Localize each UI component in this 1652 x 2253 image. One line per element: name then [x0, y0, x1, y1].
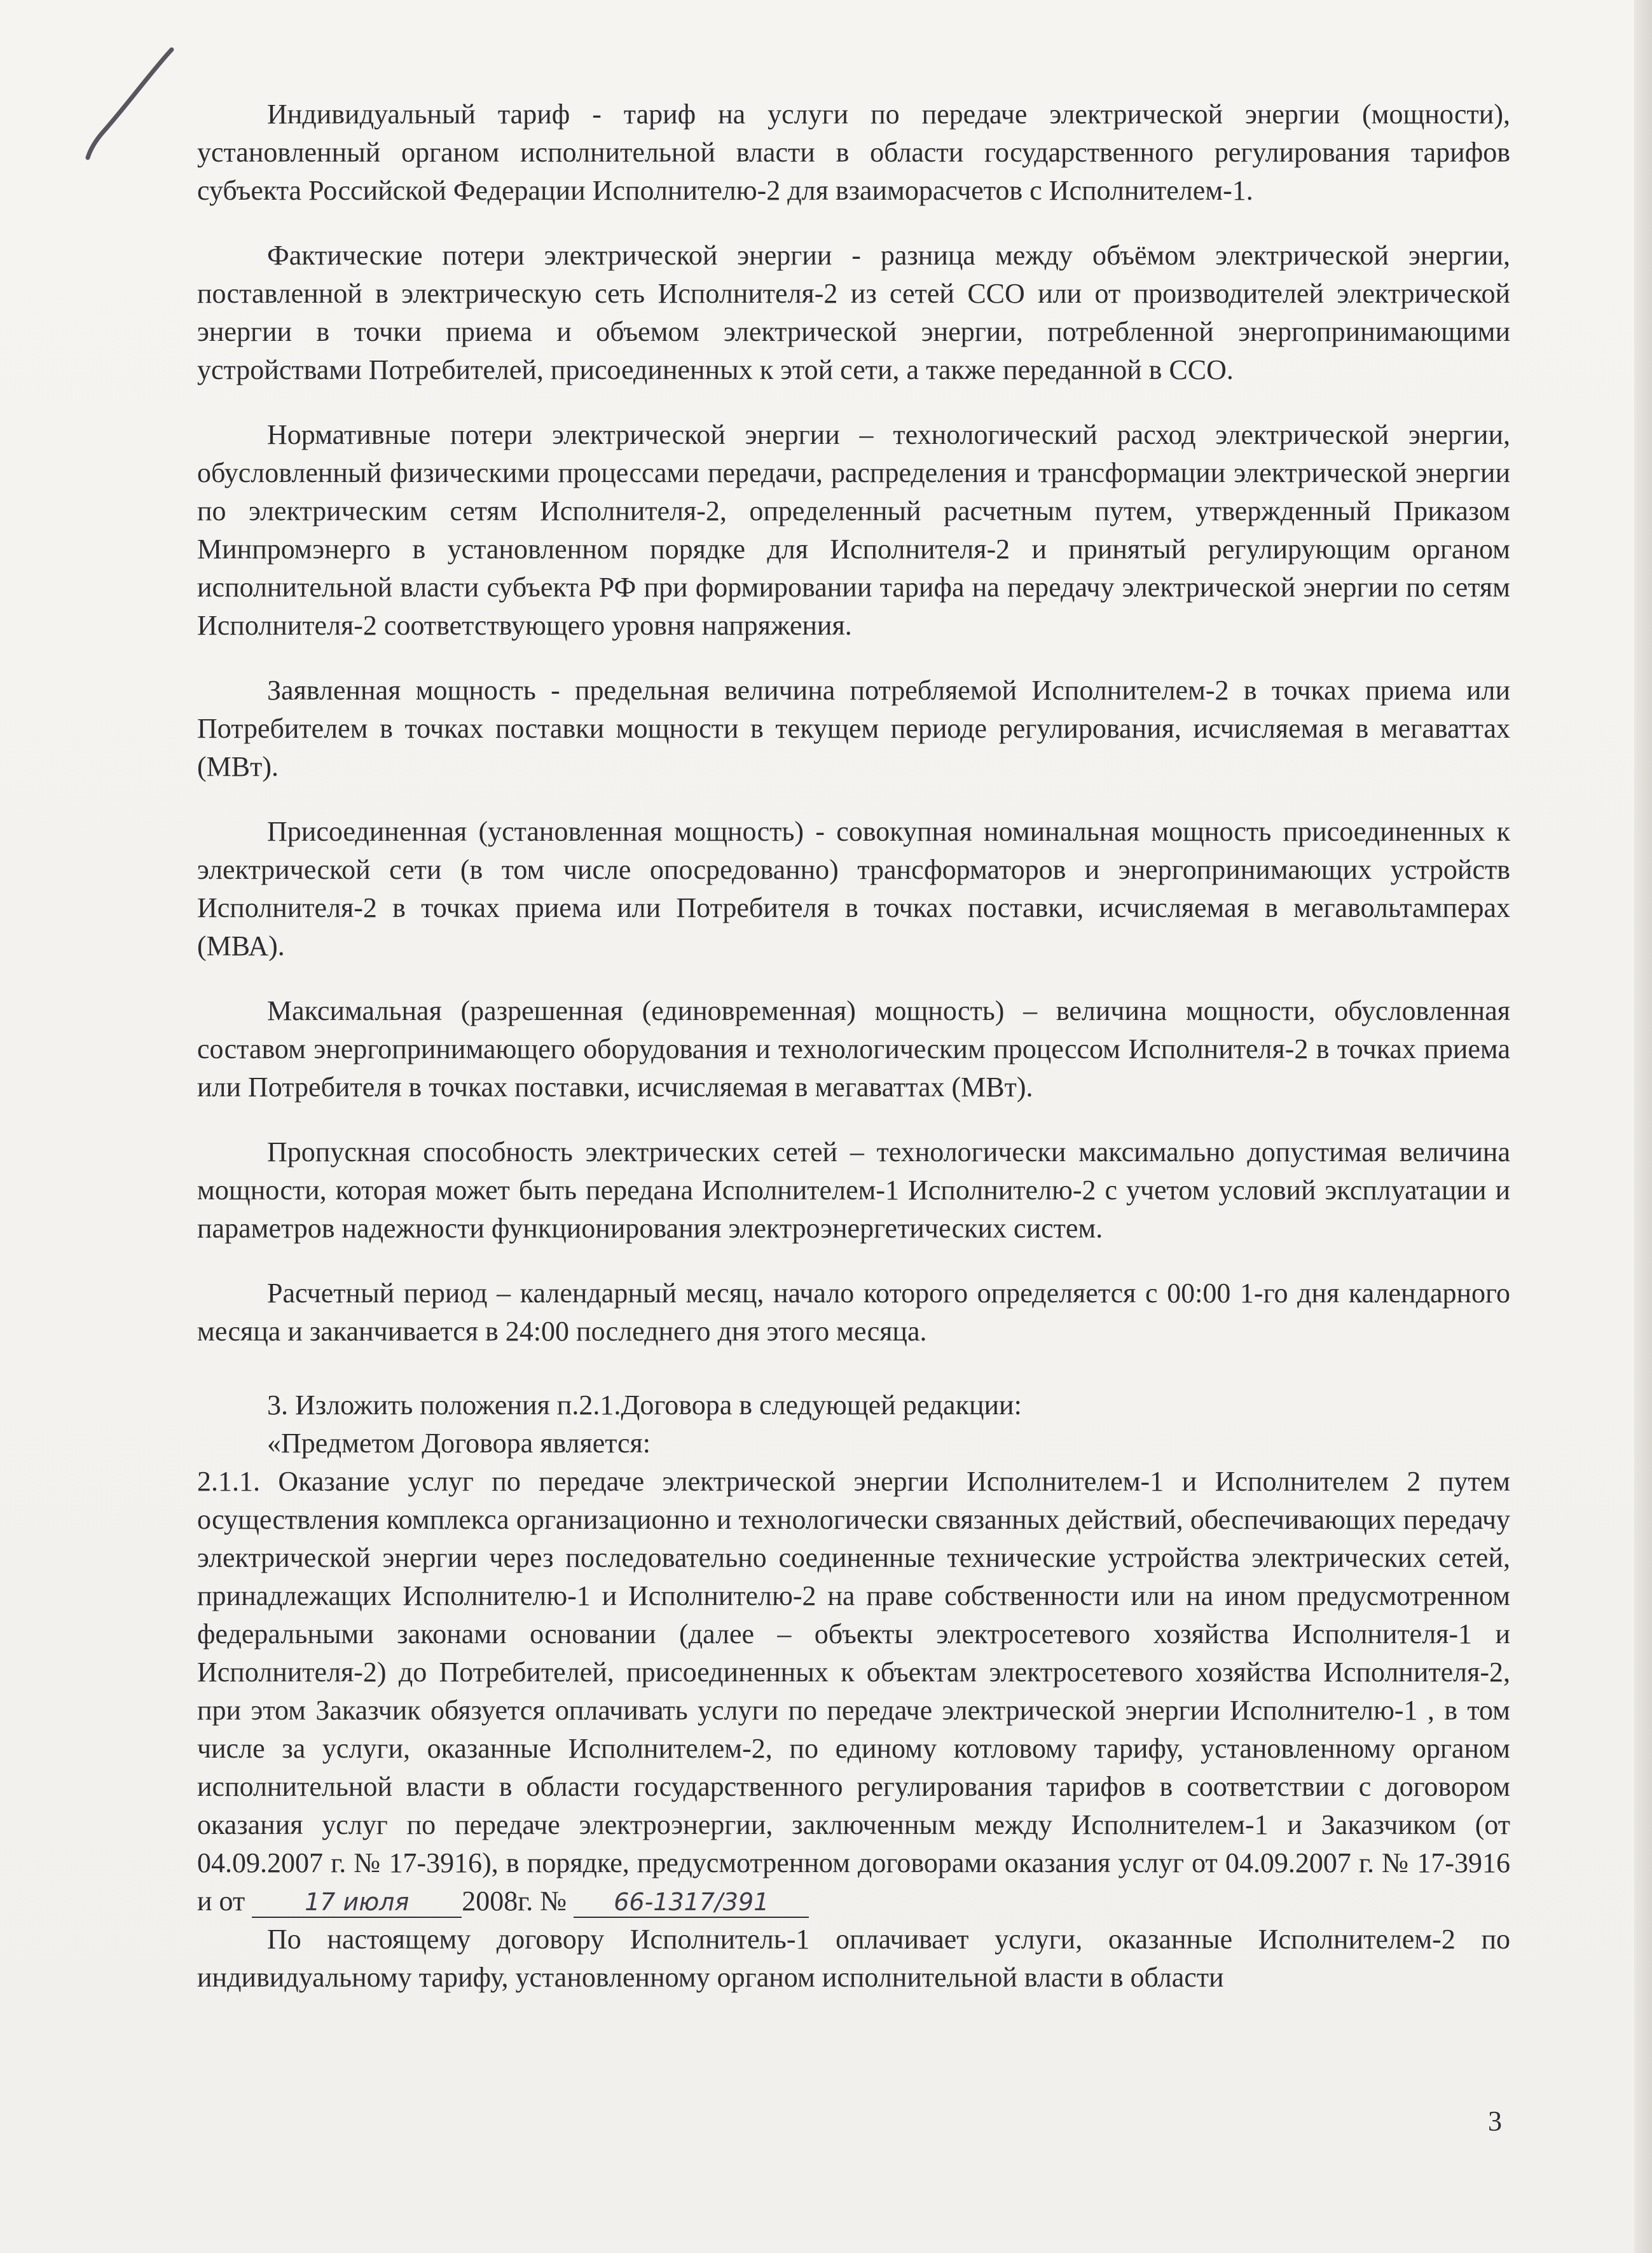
definition-individual-tariff: Индивидуальный тариф - тариф на услуги по передаче электрической энергии (мощности), установленный органом исполнительной власти в области государственного регулирования тарифов субъекта Российской Федерации Исполнителю-2 для взаиморасчетов с Исполнителем-1.: [197, 99, 1510, 206]
contract-subject-heading: «Предметом Договора является:: [267, 1428, 651, 1459]
pen-stroke-mark: [76, 45, 178, 165]
definition-connected-capacity: Присоединенная (установленная мощность) - совокупная номинальная мощность присоединенных к электрической сети (в том числе опосредованно) трансформаторов и энергопринимающих устройств Исполнителя-2 в точках приема или Потребителя в точках поставки, исчисляемая в мегавольтамперах (МВА).: [197, 816, 1510, 961]
clause-2-1-1: [197, 1463, 1510, 1920]
handwritten-contract-number: 66-1317/391: [574, 1887, 809, 1918]
handwritten-date: 17 июля: [252, 1887, 462, 1918]
definition-normative-losses: Нормативные потери электрической энергии – технологический расход электрической энергии, обусловленный физическими процессами передачи, распределения и трансформации электрической энергии по электрическим сетям Исполнителя-2, определенный расчетным путем, утвержденный Приказом Минпромэнерго в установленном порядке для Исполнителя-2 и принятый регулирующим органом исполнительной власти субъекта РФ при формировании тарифа на передачу электрической энергии по сетям Исполнителя-2 соответствующего уровня напряжения.: [197, 419, 1510, 641]
year-text: 2008г. №: [462, 1885, 567, 1917]
definition-billing-period: Расчетный период – календарный месяц, начало которого определяется с 00:00 1-го дня календарного месяца и заканчивается в 24:00 последнего дня этого месяца.: [197, 1278, 1510, 1347]
document-body: [197, 95, 1510, 1997]
definition-actual-losses: Фактические потери электрической энергии - разница между объёмом электрической энергии, поставленной в электрическую сеть Исполнителя-2 из сетей ССО или от производителей электрической энергии в точки приема и объемом электрической энергии, потребленной энергопринимающими устройствами Потребителей, присоединенных к этой сети, а также переданной в ССО.: [197, 240, 1510, 385]
page-number: 3: [1488, 2105, 1502, 2137]
clause-2-1-1-text: 2.1.1. Оказание услуг по передаче электрической энергии Исполнителем-1 и Исполнителем 2 путем осуществления комплекса организационно и технологически связанных действий, обеспечивающих передачу электрической энергии через последовательно соединенные технические устройства электрических сетей, принадлежащих Исполнителю-1 и Исполнителю-2 на праве собственности или на ином предусмотренном федеральными законами основании (далее – объекты электросетевого хозяйства Исполнителя-1 и Исполнителя-2) до Потребителей, присоединенных к объектам электросетевого хозяйства Исполнителя-2, при этом Заказчик обязуется оплачивать услуги по передаче электрической энергии Исполнителю-1 , в том числе за услуги, оказанные Исполнителем-2, по единому котловому тарифу, установленному органом исполнительной власти в области государственного регулирования тарифов в соответствии с договором оказания услуг по передаче электроэнергии, заключенным между Исполнителем-1 и Заказчиком (от 04.09.2007 г. № 17-3916), в порядке, предусмотренном договорами оказания услуг от 04.09.2007 г. № 17-3916 и от: [197, 1466, 1510, 1917]
definition-declared-capacity: Заявленная мощность - предельная величина потребляемой Исполнителем-2 в точках приема или Потребителем в точках поставки мощности в текущем периоде регулирования, исчисляемая в мегаваттах (МВт).: [197, 675, 1510, 782]
item-3-heading: 3. Изложить положения п.2.1.Договора в следующей редакции:: [267, 1389, 1022, 1421]
payment-paragraph: По настоящему договору Исполнитель-1 оплачивает услуги, оказанные Исполнителем-2 по индивидуальному тарифу, установленному органом исполнительной власти в области: [197, 1924, 1510, 1993]
scan-edge: [1634, 0, 1652, 2253]
definition-maximum-capacity: Максимальная (разрешенная (единовременная) мощность) – величина мощности, обусловленная составом энергопринимающего оборудования и технологическим процессом Исполнителя-2 в точках приема или Потребителя в точках поставки, исчисляемая в мегаваттах (МВт).: [197, 995, 1510, 1103]
definition-throughput: Пропускная способность электрических сетей – технологически максимально допустимая величина мощности, которая может быть передана Исполнителем-1 Исполнителю-2 с учетом условий эксплуатации и параметров надежности функционирования электроэнергетических систем.: [197, 1136, 1510, 1244]
